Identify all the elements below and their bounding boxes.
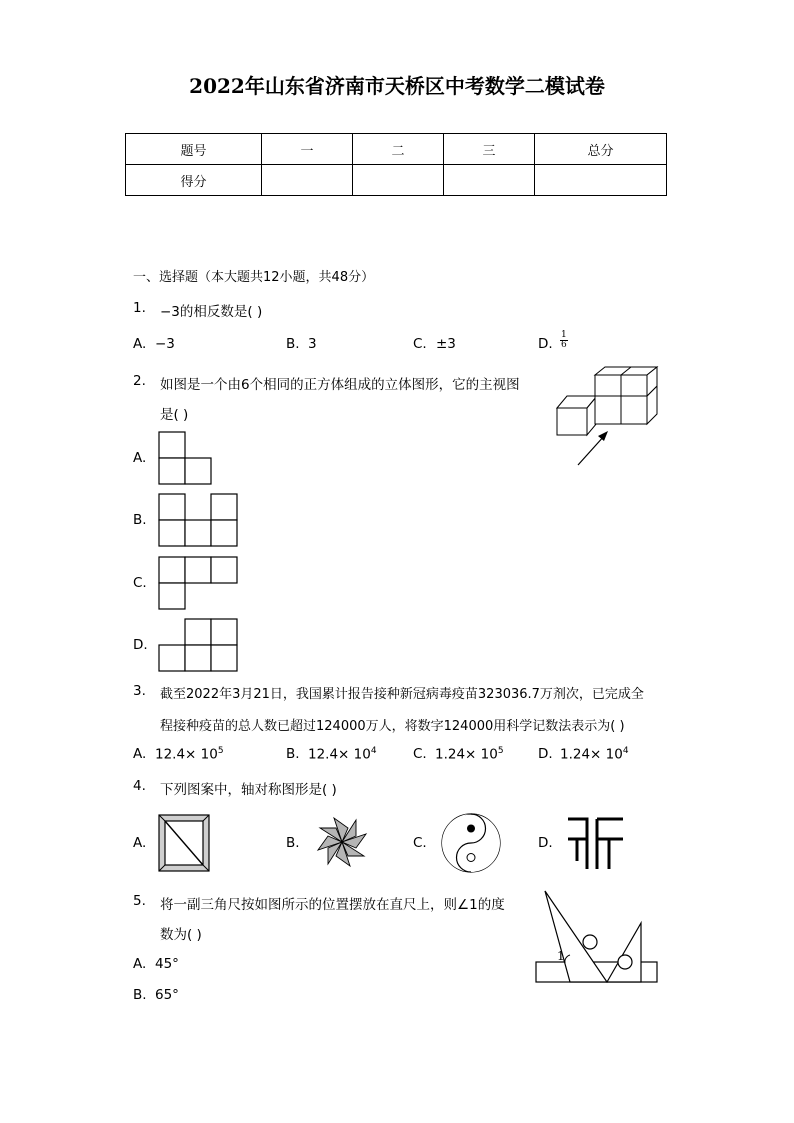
question-text: 将一副三角尺按如图所示的位置摆放在直尺上，则∠1的度 xyxy=(160,897,505,913)
option-label: D. xyxy=(538,336,553,352)
score-table xyxy=(125,133,667,196)
sci-exponent: 5 xyxy=(497,746,504,756)
fraction xyxy=(560,330,568,350)
sci-base: 12.4× 10 xyxy=(155,746,218,763)
option-label: C. xyxy=(413,746,427,762)
sci-exponent: 4 xyxy=(622,746,629,756)
sci-base: 12.4× 10 xyxy=(308,746,371,763)
option-label: A. xyxy=(133,746,147,762)
question-number: 4. xyxy=(133,778,146,794)
option-text xyxy=(308,746,377,763)
option-label: A. xyxy=(133,336,147,352)
triangle-hole xyxy=(583,935,597,949)
question-text: 下列图案中，轴对称图形是( ) xyxy=(160,782,337,798)
option-label: B. xyxy=(286,336,300,352)
question-number: 5. xyxy=(133,893,146,909)
option-d-figure xyxy=(158,618,240,672)
option-label: D. xyxy=(538,746,553,762)
question-text: 是( ) xyxy=(160,407,189,423)
sci-exponent: 5 xyxy=(217,746,224,756)
option-label: B. xyxy=(286,835,300,851)
score-cell xyxy=(444,165,535,196)
framed-square-figure xyxy=(157,813,212,873)
character-figure xyxy=(565,815,629,873)
score-cell xyxy=(262,165,353,196)
question-text: −3的相反数是( ) xyxy=(160,304,263,320)
score-table-header-row xyxy=(126,134,667,165)
sci-exponent: 4 xyxy=(370,746,377,756)
option-label: A. xyxy=(133,450,147,466)
option-text xyxy=(435,746,504,763)
page-title: 2022年山东省济南市天桥区中考数学二模试卷 xyxy=(189,74,605,98)
score-row-label: 得分 xyxy=(126,165,262,196)
option-text xyxy=(155,746,224,763)
option-label: D. xyxy=(133,637,148,653)
option-text: 65° xyxy=(155,987,179,1003)
question-number: 3. xyxy=(133,683,146,699)
sci-base: 1.24× 10 xyxy=(435,746,498,763)
fraction-denominator: 6 xyxy=(561,340,567,350)
pinwheel-figure xyxy=(310,812,374,872)
yin-yang-figure xyxy=(440,812,504,876)
triangle-45 xyxy=(607,923,641,982)
option-label: B. xyxy=(133,512,147,528)
question-number: 2. xyxy=(133,373,146,389)
option-c-figure xyxy=(158,556,240,610)
score-table-score-row xyxy=(126,165,667,196)
option-text: −3 xyxy=(155,336,175,352)
option-label: D. xyxy=(538,835,553,851)
option-text: ±3 xyxy=(436,336,456,352)
option-label: A. xyxy=(133,956,147,972)
score-header-cell: 二 xyxy=(353,134,444,165)
option-label: C. xyxy=(133,575,147,591)
score-cell xyxy=(353,165,444,196)
angle-label: 1 xyxy=(557,949,565,963)
score-header-cell: 三 xyxy=(444,134,535,165)
option-b-figure xyxy=(158,493,240,547)
option-text: 3 xyxy=(308,336,317,352)
option-label: A. xyxy=(133,835,147,851)
option-text xyxy=(560,746,629,763)
question-number: 1. xyxy=(133,300,146,316)
score-header-cell: 题号 xyxy=(126,134,262,165)
question-text: 程接种疫苗的总人数已超过124000万人，将数字124000用科学记数法表示为( ) xyxy=(160,719,625,734)
section-heading: 一、选择题（本大题共12小题，共48分） xyxy=(133,270,375,285)
cube-stack-figure xyxy=(550,365,665,470)
score-header-cell: 总分 xyxy=(535,134,667,165)
score-header-cell: 一 xyxy=(262,134,353,165)
view-arrow-line xyxy=(578,435,605,465)
view-arrow-head xyxy=(598,431,608,441)
score-cell xyxy=(535,165,667,196)
triangle-ruler-figure xyxy=(535,885,660,985)
question-text: 截至2022年3月21日，我国累计报告接种新冠病毒疫苗323036.7万剂次，已完成全 xyxy=(160,687,644,702)
sci-base: 1.24× 10 xyxy=(560,746,623,763)
option-text: 45° xyxy=(155,956,179,972)
question-text: 数为( ) xyxy=(160,927,202,943)
triangle-hole xyxy=(618,955,632,969)
option-label: C. xyxy=(413,835,427,851)
option-label: B. xyxy=(286,746,300,762)
fraction-numerator: 1 xyxy=(561,330,567,340)
option-label: B. xyxy=(133,987,147,1003)
question-text: 如图是一个由6个相同的正方体组成的立体图形，它的主视图 xyxy=(160,377,520,393)
option-a-figure xyxy=(158,431,214,485)
option-label: C. xyxy=(413,336,427,352)
